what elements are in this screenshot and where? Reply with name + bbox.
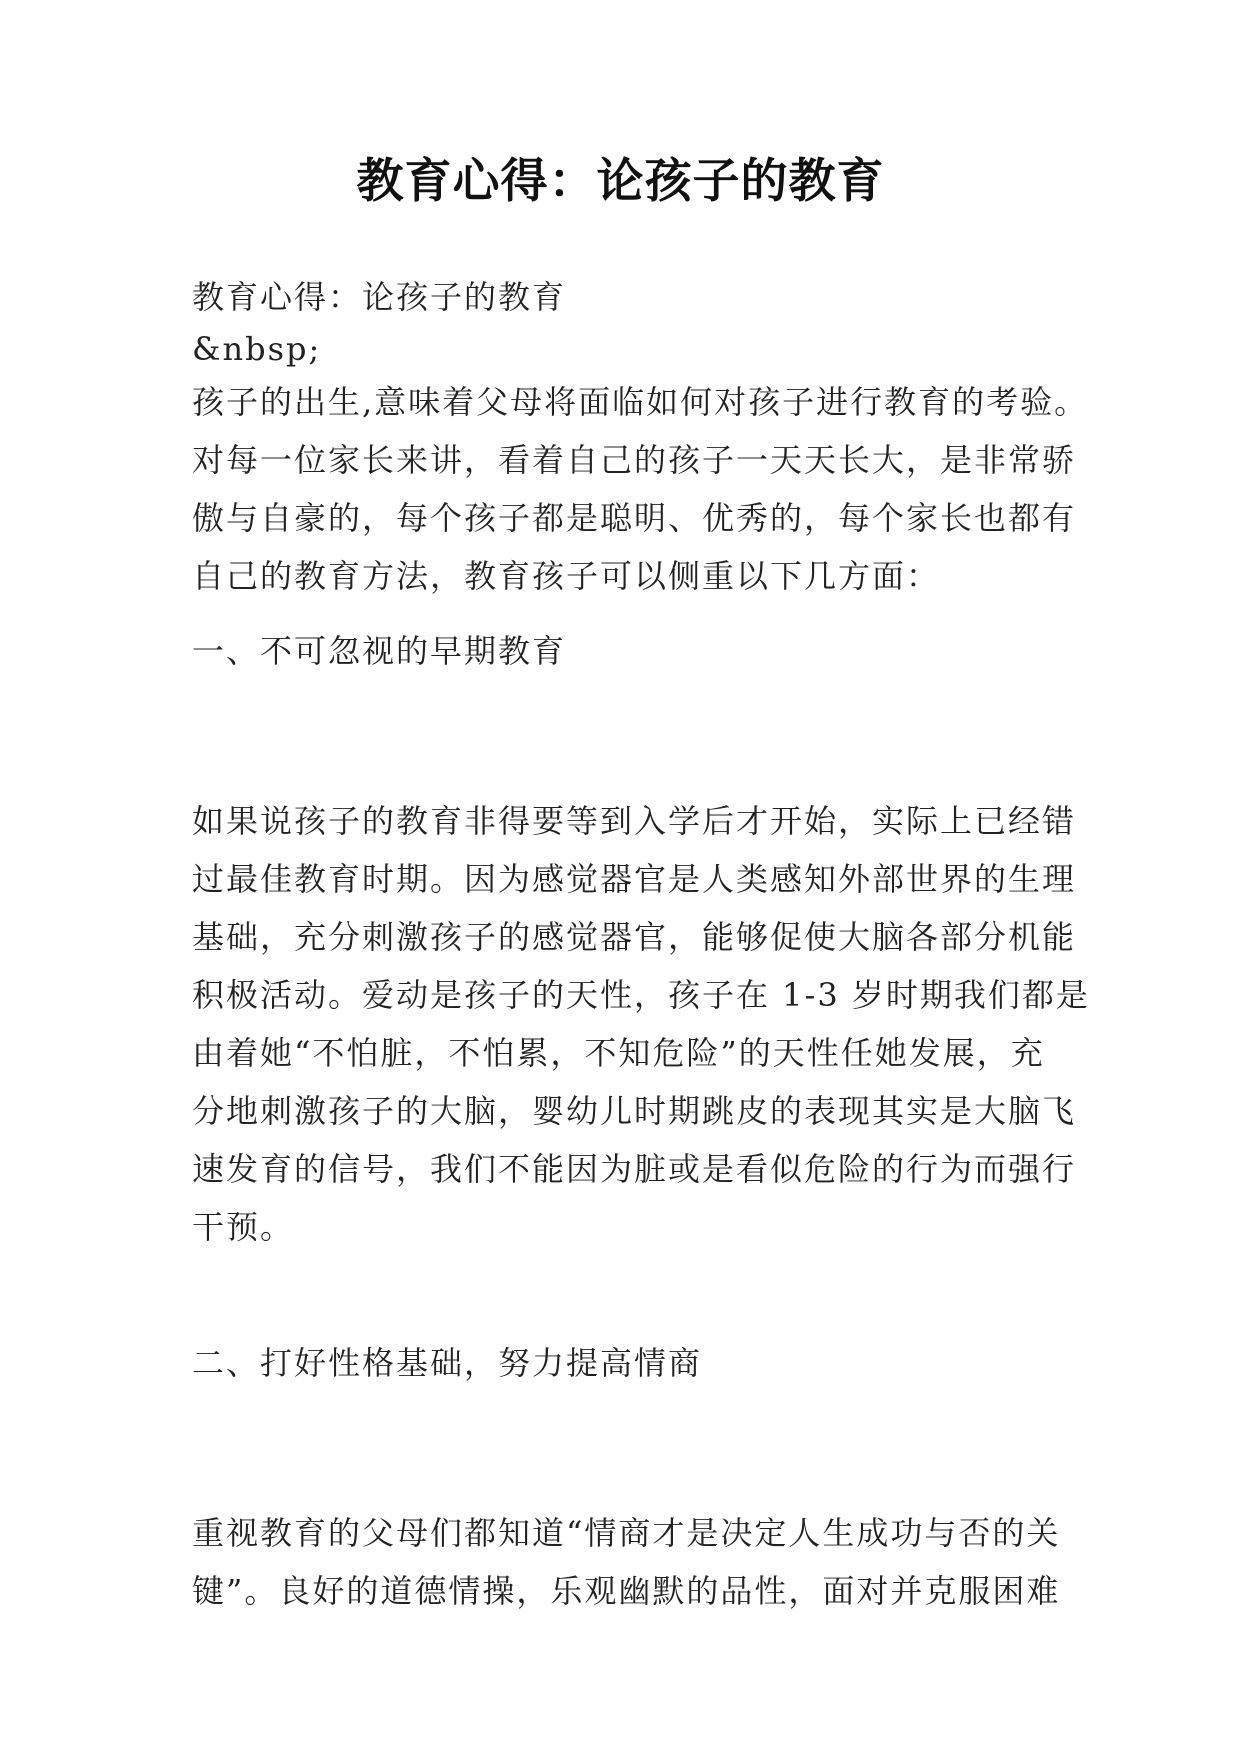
section1-heading-text: 一、不可忽视的早期教育 xyxy=(192,632,567,670)
intro-line: 傲与自豪的，每个孩子都是聪明、优秀的，每个家长也都有 xyxy=(192,499,1077,537)
section1-line: 速发育的信号，我们不能因为脏或是看似危险的行为而强行 xyxy=(192,1150,1077,1188)
section2-line: 键”。良好的道德情操，乐观幽默的品性，面对并克服困难 xyxy=(192,1572,1061,1610)
intro-line: 对每一位家长来讲，看着自己的孩子一天天长大，是非常骄 xyxy=(192,441,1077,479)
document-subtitle xyxy=(192,268,1062,326)
section1-line: 由着她“不怕脏，不怕累，不知危险”的天性任她发展，充 xyxy=(192,1034,1045,1072)
section1-line: 积极活动。爱动是孩子的天性，孩子在 1-3 岁时期我们都是 xyxy=(192,976,1090,1014)
section2-heading xyxy=(192,1334,1062,1392)
section1-heading xyxy=(192,622,1062,680)
intro-line: 自己的教育方法，教育孩子可以侧重以下几方面： xyxy=(192,557,941,595)
nbsp-line xyxy=(192,320,1062,378)
section2-heading-text: 二、打好性格基础，努力提高情商 xyxy=(192,1344,703,1382)
intro-line: 孩子的出生,意味着父母将面临如何对孩子进行教育的考验。 xyxy=(192,383,1089,421)
section2-paragraph xyxy=(192,1504,1062,1620)
section1-paragraph xyxy=(192,792,1090,1256)
section1-line: 过最佳教育时期。因为感觉器官是人类感知外部世界的生理 xyxy=(192,860,1077,898)
section1-line: 分地刺激孩子的大脑，婴幼儿时期跳皮的表现其实是大脑飞 xyxy=(192,1092,1077,1130)
nbsp-text: &nbsp; xyxy=(192,330,322,368)
section1-line: 如果说孩子的教育非得要等到入学后才开始，实际上已经错 xyxy=(192,802,1077,840)
section2-line: 重视教育的父母们都知道“情商才是决定人生成功与否的关 xyxy=(192,1514,1061,1552)
subtitle-line: 教育心得：论孩子的教育 xyxy=(192,278,567,316)
intro-paragraph xyxy=(192,373,1089,605)
section1-line: 干预。 xyxy=(192,1208,295,1246)
document-title: 教育心得：论孩子的教育 xyxy=(356,154,885,209)
section1-line: 基础，充分刺激孩子的感觉器官，能够促使大脑各部分机能 xyxy=(192,918,1077,956)
